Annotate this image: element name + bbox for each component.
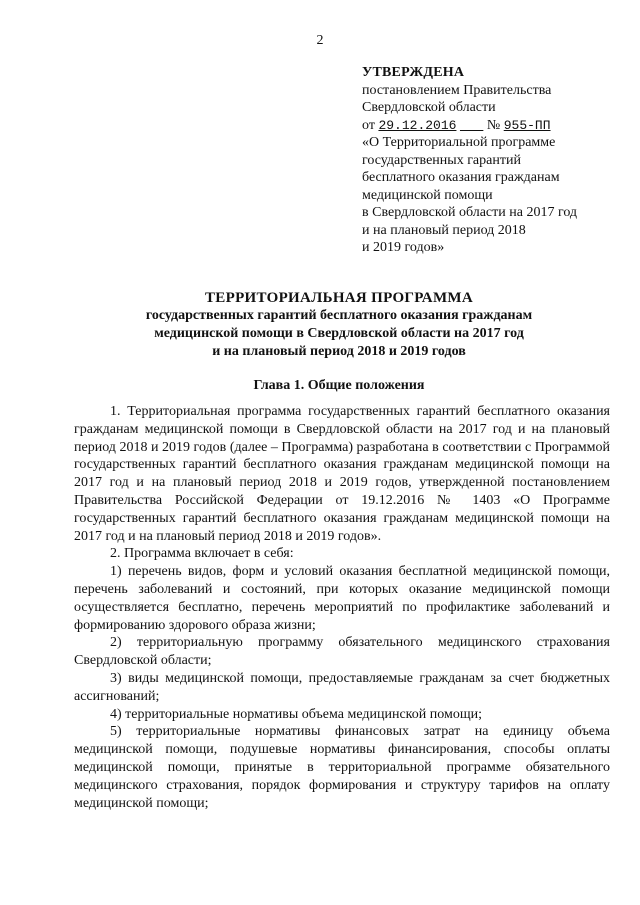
approval-block [362, 64, 632, 257]
paragraph: 4) территориальные нормативы объема медицинской помощи; [110, 706, 482, 722]
approval-line: и 2019 годов» [362, 240, 445, 255]
approval-line: «О Территориальной программе [362, 135, 556, 150]
date-underline [460, 118, 483, 133]
paragraph: 1. Территориальная программа государственных гарантий бесплатного оказания гражданам медицинской помощи в Свердловской области на 2017 год и на плановый период 2018 и 2019 годов (далее – Программа) разработана в соответствии с Программой государственных гарантий бесплатного оказания гражданам медицинской помощи на 2017 год и на плановый период 2018 и 2019 годов, утвержденной постановлением Правительства Российской Федерации от 19.12.2016 № 1403 «О Программе государственных гарантий бесплатного оказания гражданам медицинской помощи на 2017 год и на плановый период 2018 и 2019 годов». [74, 404, 610, 544]
title-line: и на плановый период 2018 и 2019 годов [212, 344, 466, 359]
approval-date-line [362, 117, 632, 135]
title-line: государственных гарантий бесплатного оказания гражданам [145, 308, 533, 323]
document-title [60, 289, 618, 361]
paragraph: 1) перечень видов, форм и условий оказания бесплатной медицинской помощи, перечень заболеваний и состояний, при которых оказание медицинской помощи осуществляется бесплатно, перечень мероприятий по профилактике заболеваний и формированию здорового образа жизни; [74, 564, 610, 633]
approval-line: постановлением Правительства [362, 82, 552, 98]
approval-date: 29.12.2016 [378, 117, 457, 133]
title-main: ТЕРРИТОРИАЛЬНАЯ ПРОГРАММА [205, 290, 473, 306]
chapter-heading: Глава 1. Общие положения [253, 378, 425, 393]
approval-number: 955-ПП [503, 117, 551, 133]
number-prefix: № [486, 117, 501, 133]
approval-heading: УТВЕРЖДЕНА [362, 65, 465, 80]
approval-line: в Свердловской области на 2017 год [362, 205, 578, 220]
paragraph: 5) территориальные нормативы финансовых затрат на единицу объема медицинской помощи, подушевые нормативы финансирования, способы оплаты медицинской помощи, принятые в территориальной программе обязательного медицинского страхования, порядок формирования и структуру тарифов на оплату медицинской помощи; [74, 724, 610, 811]
page-number: 2 [316, 33, 324, 48]
approval-line: и на плановый период 2018 [362, 222, 526, 238]
date-prefix: от [362, 117, 375, 133]
approval-line: государственных гарантий [362, 152, 521, 168]
approval-line: бесплатного оказания гражданам [362, 170, 560, 185]
document-body [74, 403, 610, 812]
paragraph: 2) территориальную программу обязательного медицинского страхования Свердловской области; [74, 635, 610, 669]
approval-line: Свердловской области [362, 100, 496, 115]
approval-line: медицинской помощи [362, 187, 493, 203]
paragraph: 2. Программа включает в себя: [110, 546, 294, 562]
paragraph: 3) виды медицинской помощи, предоставляемые гражданам за счет бюджетных ассигнований; [74, 670, 610, 704]
title-line: медицинской помощи в Свердловской области на 2017 год [154, 326, 524, 341]
